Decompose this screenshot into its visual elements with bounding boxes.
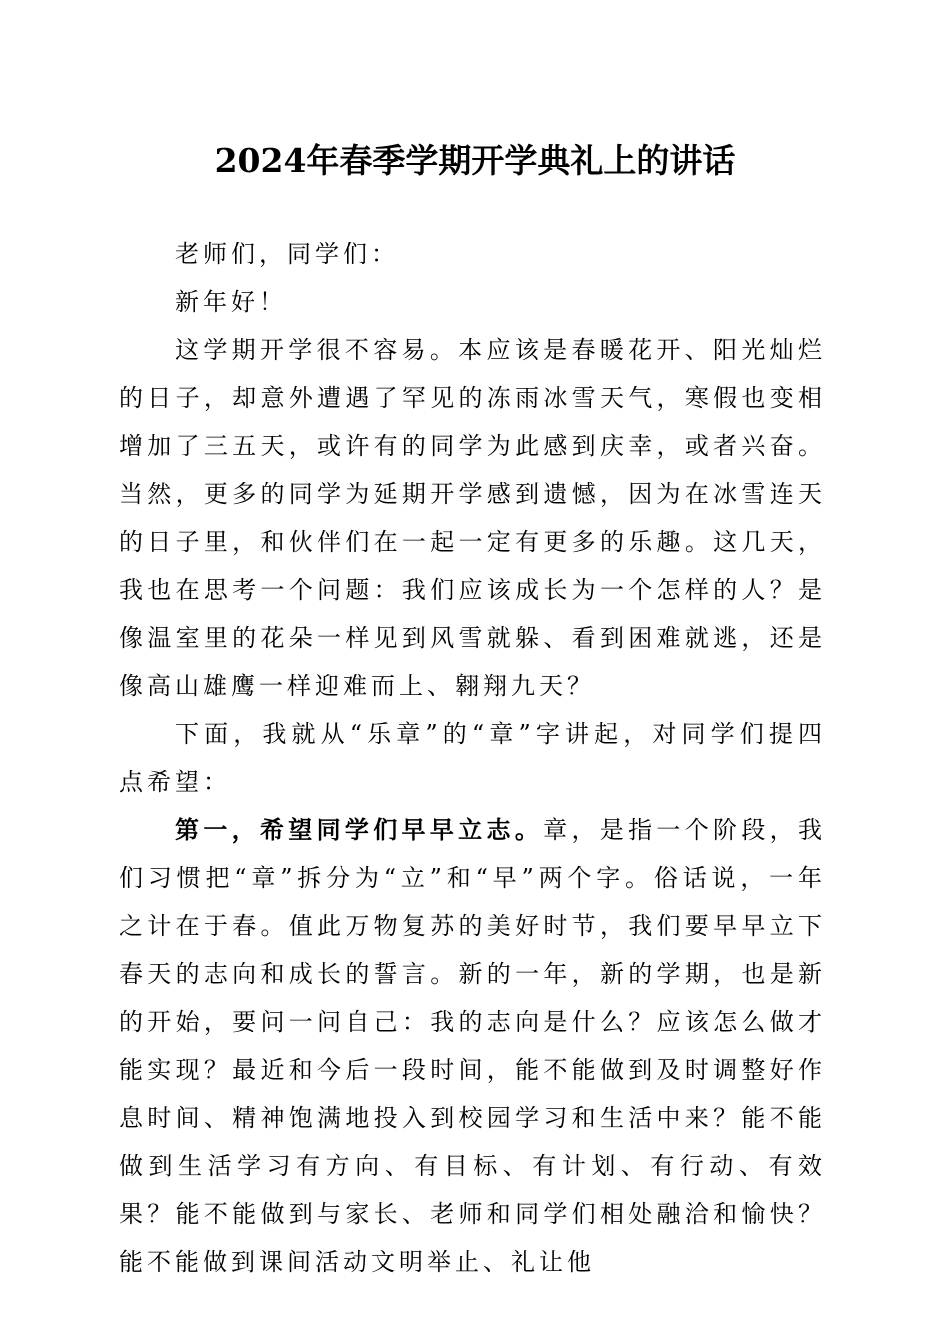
paragraph-text: 这学期开学很不容易。本应该是春暖花开、阳光灿烂的日子，却意外遭遇了罕见的冻雨冰雪天气，寒假也变相增加了三五天，或许有的同学为此感到庆幸，或者兴奋。当然，更多的同学为延期开学感到遗憾，因为在冰雪连天的日子里，和伙伴们在一起一定有更多的乐趣。这几天，我也在思考一个问题：我们应该成长为一个怎样的人？是像温室里的花朵一样见到风雪就躲、看到困难就逃，还是像高山雄鹰一样迎难而上、翱翔九天？ [119, 336, 826, 700]
paragraph-text: 老师们，同学们： [175, 240, 399, 268]
paragraph-hopes [119, 710, 826, 806]
paragraph-text: 下面，我就从“乐章”的“章”字讲起，对同学们提四点希望： [119, 720, 826, 796]
paragraph-lead: 第一，希望同学们早早立志。 [175, 815, 544, 844]
paragraph-new-year [119, 278, 826, 326]
paragraph-text: 章，是指一个阶段，我们习惯把“章”拆分为“立”和“早”两个字。俗话说，一年之计在于春。值此万物复苏的美好时节，我们要早早立下春天的志向和成长的誓言。新的一年，新的学期，也是新的开始，要问一问自己：我的志向是什么？应该怎么做才能实现？最近和今后一段时间，能不能做到及时调整好作息时间、精神饱满地投入到校园学习和生活中来？能不能做到生活学习有方向、有目标、有计划、有行动、有效果？能不能做到与家长、老师和同学们相处融洽和愉快？能不能做到课间活动文明举止、礼让他 [119, 816, 827, 1276]
paragraph-first-hope [119, 806, 826, 1286]
paragraph-text: 新年好！ [175, 288, 287, 316]
document-title: 2024年春季学期开学典礼上的讲话 [214, 141, 736, 180]
paragraph-greeting [119, 230, 826, 278]
document-body [119, 230, 826, 1286]
paragraph-intro [119, 326, 826, 710]
